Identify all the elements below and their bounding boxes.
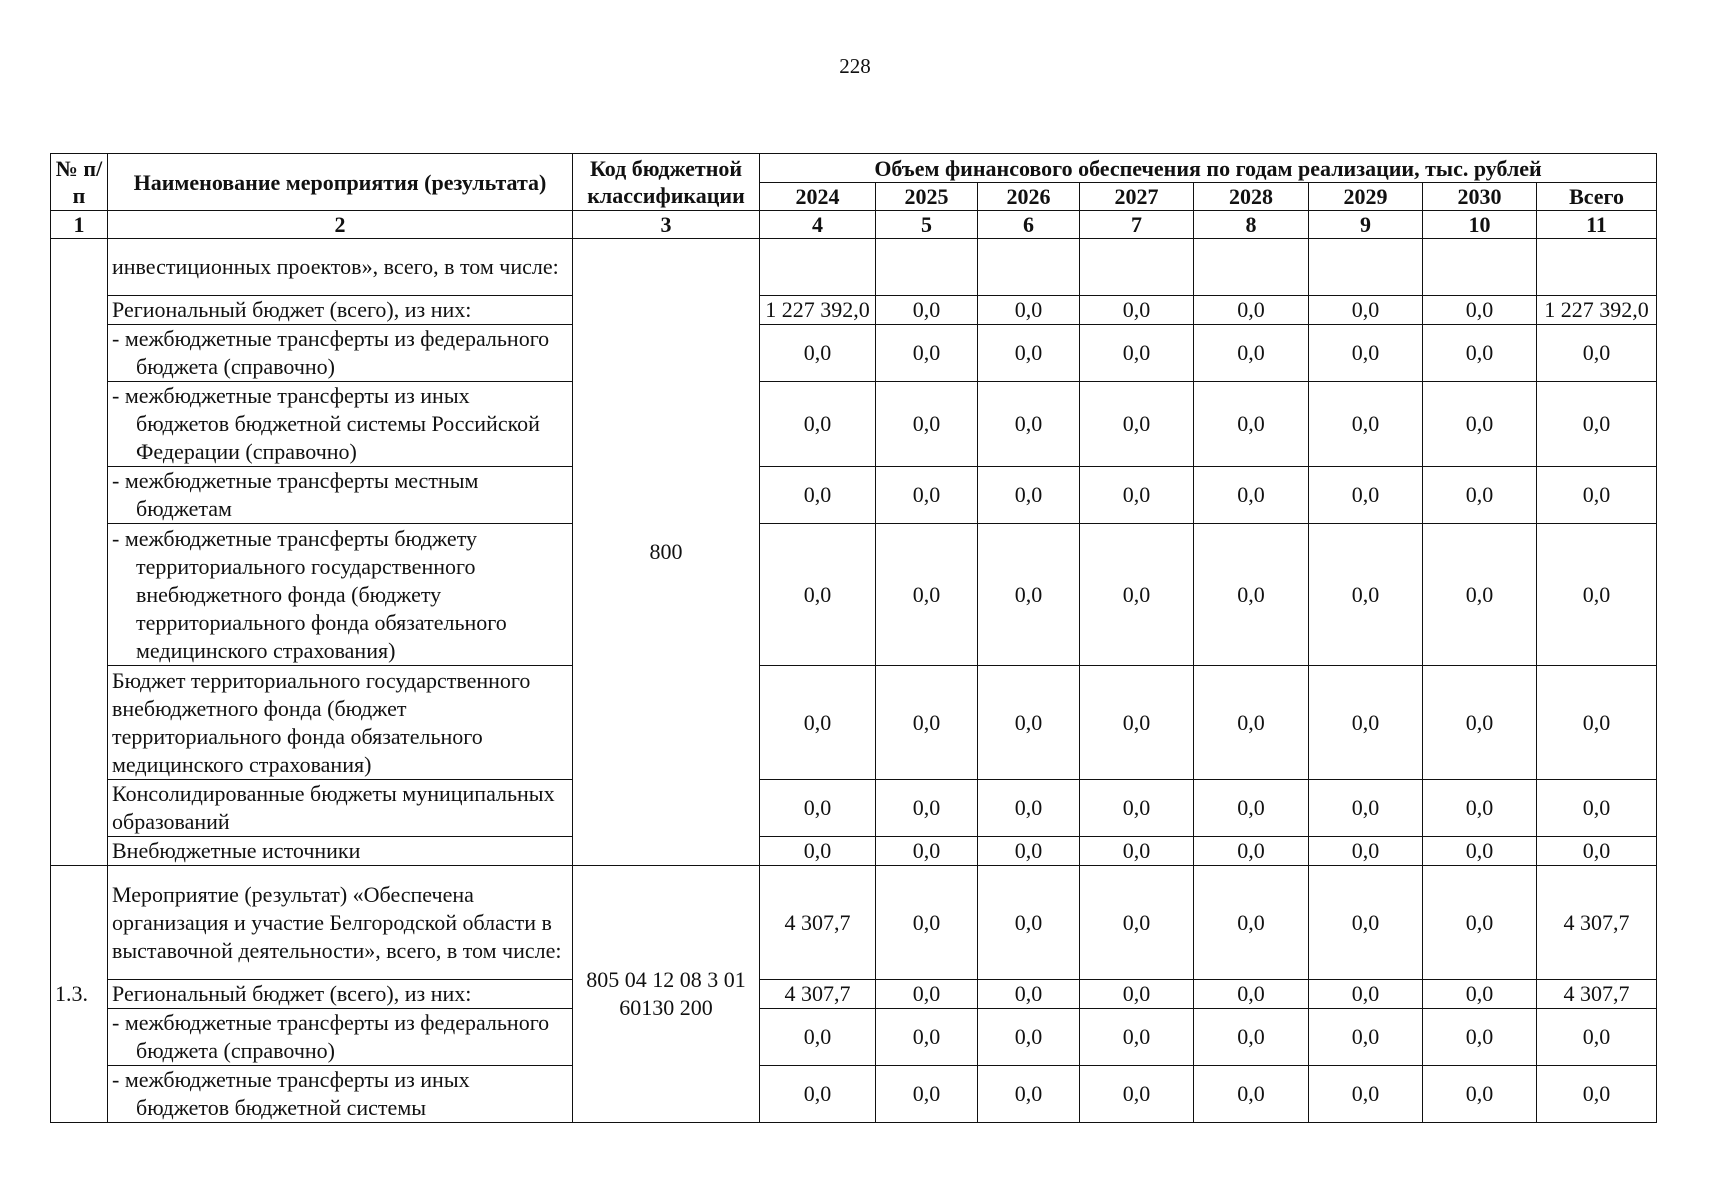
value-cell: 0,0 xyxy=(1080,467,1194,524)
value-cell: 0,0 xyxy=(1194,524,1309,666)
value-cell: 0,0 xyxy=(1080,666,1194,780)
value-cell xyxy=(760,239,876,296)
row-name: Бюджет территориального государственного внебюджетного фонда (бюджет территориального фонда обязательного медицинского страхования) xyxy=(108,666,573,780)
value-cell: 0,0 xyxy=(760,325,876,382)
value-cell: 0,0 xyxy=(1423,1009,1537,1066)
value-cell: 0,0 xyxy=(978,467,1080,524)
budget-table xyxy=(50,153,1657,1123)
row-name: - межбюджетные трансферты местным бюджетам xyxy=(108,467,573,524)
value-cell: 0,0 xyxy=(1537,467,1657,524)
value-cell: 0,0 xyxy=(1537,837,1657,866)
table-row xyxy=(51,1066,1657,1123)
header-col-volume: Объем финансового обеспечения по годам реализации, тыс. рублей xyxy=(760,154,1657,183)
table-row xyxy=(51,325,1657,382)
value-cell: 0,0 xyxy=(1194,866,1309,980)
row-name: Мероприятие (результат) «Обеспечена организация и участие Белгородской области в выставочной деятельности», всего, в том числе: xyxy=(108,866,573,980)
value-cell: 0,0 xyxy=(1309,382,1423,467)
value-cell xyxy=(1537,239,1657,296)
value-cell xyxy=(978,239,1080,296)
value-cell xyxy=(1309,239,1423,296)
value-cell: 0,0 xyxy=(1309,780,1423,837)
value-cell: 0,0 xyxy=(1423,837,1537,866)
value-cell: 0,0 xyxy=(1537,524,1657,666)
value-cell xyxy=(1194,239,1309,296)
value-cell: 0,0 xyxy=(1309,296,1423,325)
table-row xyxy=(51,382,1657,467)
value-cell: 0,0 xyxy=(978,666,1080,780)
value-cell: 0,0 xyxy=(1423,780,1537,837)
value-cell: 0,0 xyxy=(978,780,1080,837)
value-cell: 0,0 xyxy=(1309,866,1423,980)
column-number: 10 xyxy=(1423,211,1537,239)
table-row xyxy=(51,980,1657,1009)
value-cell: 0,0 xyxy=(1423,666,1537,780)
budget-code: 805 04 12 08 3 01 60130 200 xyxy=(573,866,760,1123)
header-year: 2024 xyxy=(760,183,876,211)
value-cell xyxy=(1080,239,1194,296)
value-cell: 0,0 xyxy=(1309,524,1423,666)
row-name: Консолидированные бюджеты муниципальных образований xyxy=(108,780,573,837)
row-name: - межбюджетные трансферты из иных бюджетов бюджетной системы xyxy=(108,1066,573,1123)
value-cell: 0,0 xyxy=(978,1066,1080,1123)
value-cell: 1 227 392,0 xyxy=(1537,296,1657,325)
value-cell: 0,0 xyxy=(1309,325,1423,382)
value-cell: 0,0 xyxy=(876,780,978,837)
value-cell: 4 307,7 xyxy=(760,980,876,1009)
value-cell: 0,0 xyxy=(978,524,1080,666)
table-row xyxy=(51,666,1657,780)
budget-code: 800 xyxy=(573,239,760,866)
value-cell: 0,0 xyxy=(978,866,1080,980)
row-name: инвестиционных проектов», всего, в том числе: xyxy=(108,239,573,296)
column-number: 2 xyxy=(108,211,573,239)
value-cell: 0,0 xyxy=(1080,980,1194,1009)
value-cell: 0,0 xyxy=(760,780,876,837)
column-number: 9 xyxy=(1309,211,1423,239)
value-cell: 0,0 xyxy=(1309,980,1423,1009)
column-number: 7 xyxy=(1080,211,1194,239)
value-cell: 0,0 xyxy=(1080,837,1194,866)
column-number: 6 xyxy=(978,211,1080,239)
value-cell: 0,0 xyxy=(1080,1009,1194,1066)
table-row xyxy=(51,467,1657,524)
value-cell: 0,0 xyxy=(876,980,978,1009)
value-cell: 0,0 xyxy=(876,666,978,780)
value-cell: 0,0 xyxy=(876,382,978,467)
value-cell: 0,0 xyxy=(1194,837,1309,866)
row-name: Региональный бюджет (всего), из них: xyxy=(108,980,573,1009)
value-cell: 4 307,7 xyxy=(1537,980,1657,1009)
column-number: 1 xyxy=(51,211,108,239)
value-cell: 0,0 xyxy=(1423,524,1537,666)
value-cell: 0,0 xyxy=(876,296,978,325)
value-cell: 0,0 xyxy=(978,980,1080,1009)
value-cell: 1 227 392,0 xyxy=(760,296,876,325)
value-cell: 0,0 xyxy=(1309,1066,1423,1123)
table-row xyxy=(51,866,1657,980)
row-name: Региональный бюджет (всего), из них: xyxy=(108,296,573,325)
value-cell: 0,0 xyxy=(1423,980,1537,1009)
table-row xyxy=(51,296,1657,325)
value-cell xyxy=(876,239,978,296)
table-row xyxy=(51,239,1657,296)
value-cell: 0,0 xyxy=(876,467,978,524)
value-cell: 0,0 xyxy=(1194,325,1309,382)
header-total: Всего xyxy=(1537,183,1657,211)
column-number: 5 xyxy=(876,211,978,239)
row-name: - межбюджетные трансферты бюджету территориального государственного внебюджетного фонда (бюджету территориального фонда обязательного медицинского страхования) xyxy=(108,524,573,666)
value-cell: 0,0 xyxy=(1537,325,1657,382)
value-cell: 0,0 xyxy=(1309,467,1423,524)
value-cell: 0,0 xyxy=(1194,382,1309,467)
header-col-code: Код бюджетной классификации xyxy=(573,154,760,211)
value-cell: 0,0 xyxy=(1194,1066,1309,1123)
column-number: 11 xyxy=(1537,211,1657,239)
value-cell: 0,0 xyxy=(760,1066,876,1123)
value-cell: 0,0 xyxy=(1080,325,1194,382)
value-cell: 0,0 xyxy=(876,837,978,866)
header-year: 2027 xyxy=(1080,183,1194,211)
value-cell: 0,0 xyxy=(760,666,876,780)
value-cell: 0,0 xyxy=(1194,980,1309,1009)
value-cell: 0,0 xyxy=(760,467,876,524)
value-cell: 0,0 xyxy=(1537,382,1657,467)
value-cell: 0,0 xyxy=(978,296,1080,325)
column-number: 8 xyxy=(1194,211,1309,239)
value-cell: 0,0 xyxy=(1080,524,1194,666)
value-cell: 0,0 xyxy=(1080,866,1194,980)
value-cell: 0,0 xyxy=(1423,1066,1537,1123)
header-year: 2028 xyxy=(1194,183,1309,211)
value-cell xyxy=(1423,239,1537,296)
value-cell: 0,0 xyxy=(876,1066,978,1123)
value-cell: 0,0 xyxy=(1194,467,1309,524)
row-name: - межбюджетные трансферты из федерального бюджета (справочно) xyxy=(108,325,573,382)
value-cell: 0,0 xyxy=(1423,325,1537,382)
table-row xyxy=(51,1009,1657,1066)
value-cell: 0,0 xyxy=(1309,837,1423,866)
value-cell: 0,0 xyxy=(1194,666,1309,780)
value-cell: 0,0 xyxy=(978,325,1080,382)
value-cell: 0,0 xyxy=(978,382,1080,467)
column-number: 3 xyxy=(573,211,760,239)
value-cell: 0,0 xyxy=(978,1009,1080,1066)
value-cell: 0,0 xyxy=(1423,382,1537,467)
header-col-num: № п/п xyxy=(51,154,108,211)
row-name: Внебюджетные источники xyxy=(108,837,573,866)
row-name: - межбюджетные трансферты из иных бюджетов бюджетной системы Российской Федерации (справочно) xyxy=(108,382,573,467)
header-col-name: Наименование мероприятия (результата) xyxy=(108,154,573,211)
value-cell: 0,0 xyxy=(876,1009,978,1066)
value-cell: 0,0 xyxy=(876,524,978,666)
value-cell: 0,0 xyxy=(1423,866,1537,980)
value-cell: 4 307,7 xyxy=(760,866,876,980)
row-index: 1.3. xyxy=(51,866,108,1123)
value-cell: 0,0 xyxy=(1537,666,1657,780)
value-cell: 0,0 xyxy=(1309,666,1423,780)
page-number: 228 xyxy=(839,54,871,78)
value-cell: 0,0 xyxy=(1080,296,1194,325)
value-cell: 0,0 xyxy=(1423,296,1537,325)
table-row xyxy=(51,524,1657,666)
value-cell: 0,0 xyxy=(1537,780,1657,837)
value-cell: 0,0 xyxy=(1537,1066,1657,1123)
value-cell: 0,0 xyxy=(1080,382,1194,467)
value-cell: 0,0 xyxy=(978,837,1080,866)
value-cell: 0,0 xyxy=(1423,467,1537,524)
header-year: 2029 xyxy=(1309,183,1423,211)
value-cell: 4 307,7 xyxy=(1537,866,1657,980)
value-cell: 0,0 xyxy=(876,866,978,980)
row-index-cell xyxy=(51,239,108,866)
header-year: 2030 xyxy=(1423,183,1537,211)
value-cell: 0,0 xyxy=(1537,1009,1657,1066)
value-cell: 0,0 xyxy=(1080,780,1194,837)
value-cell: 0,0 xyxy=(876,325,978,382)
table-row xyxy=(51,837,1657,866)
value-cell: 0,0 xyxy=(1080,1066,1194,1123)
value-cell: 0,0 xyxy=(760,524,876,666)
column-number: 4 xyxy=(760,211,876,239)
header-year: 2025 xyxy=(876,183,978,211)
header-year: 2026 xyxy=(978,183,1080,211)
value-cell: 0,0 xyxy=(1309,1009,1423,1066)
row-name: - межбюджетные трансферты из федерального бюджета (справочно) xyxy=(108,1009,573,1066)
value-cell: 0,0 xyxy=(1194,780,1309,837)
value-cell: 0,0 xyxy=(1194,296,1309,325)
value-cell: 0,0 xyxy=(760,382,876,467)
value-cell: 0,0 xyxy=(1194,1009,1309,1066)
table-row xyxy=(51,780,1657,837)
value-cell: 0,0 xyxy=(760,1009,876,1066)
value-cell: 0,0 xyxy=(760,837,876,866)
